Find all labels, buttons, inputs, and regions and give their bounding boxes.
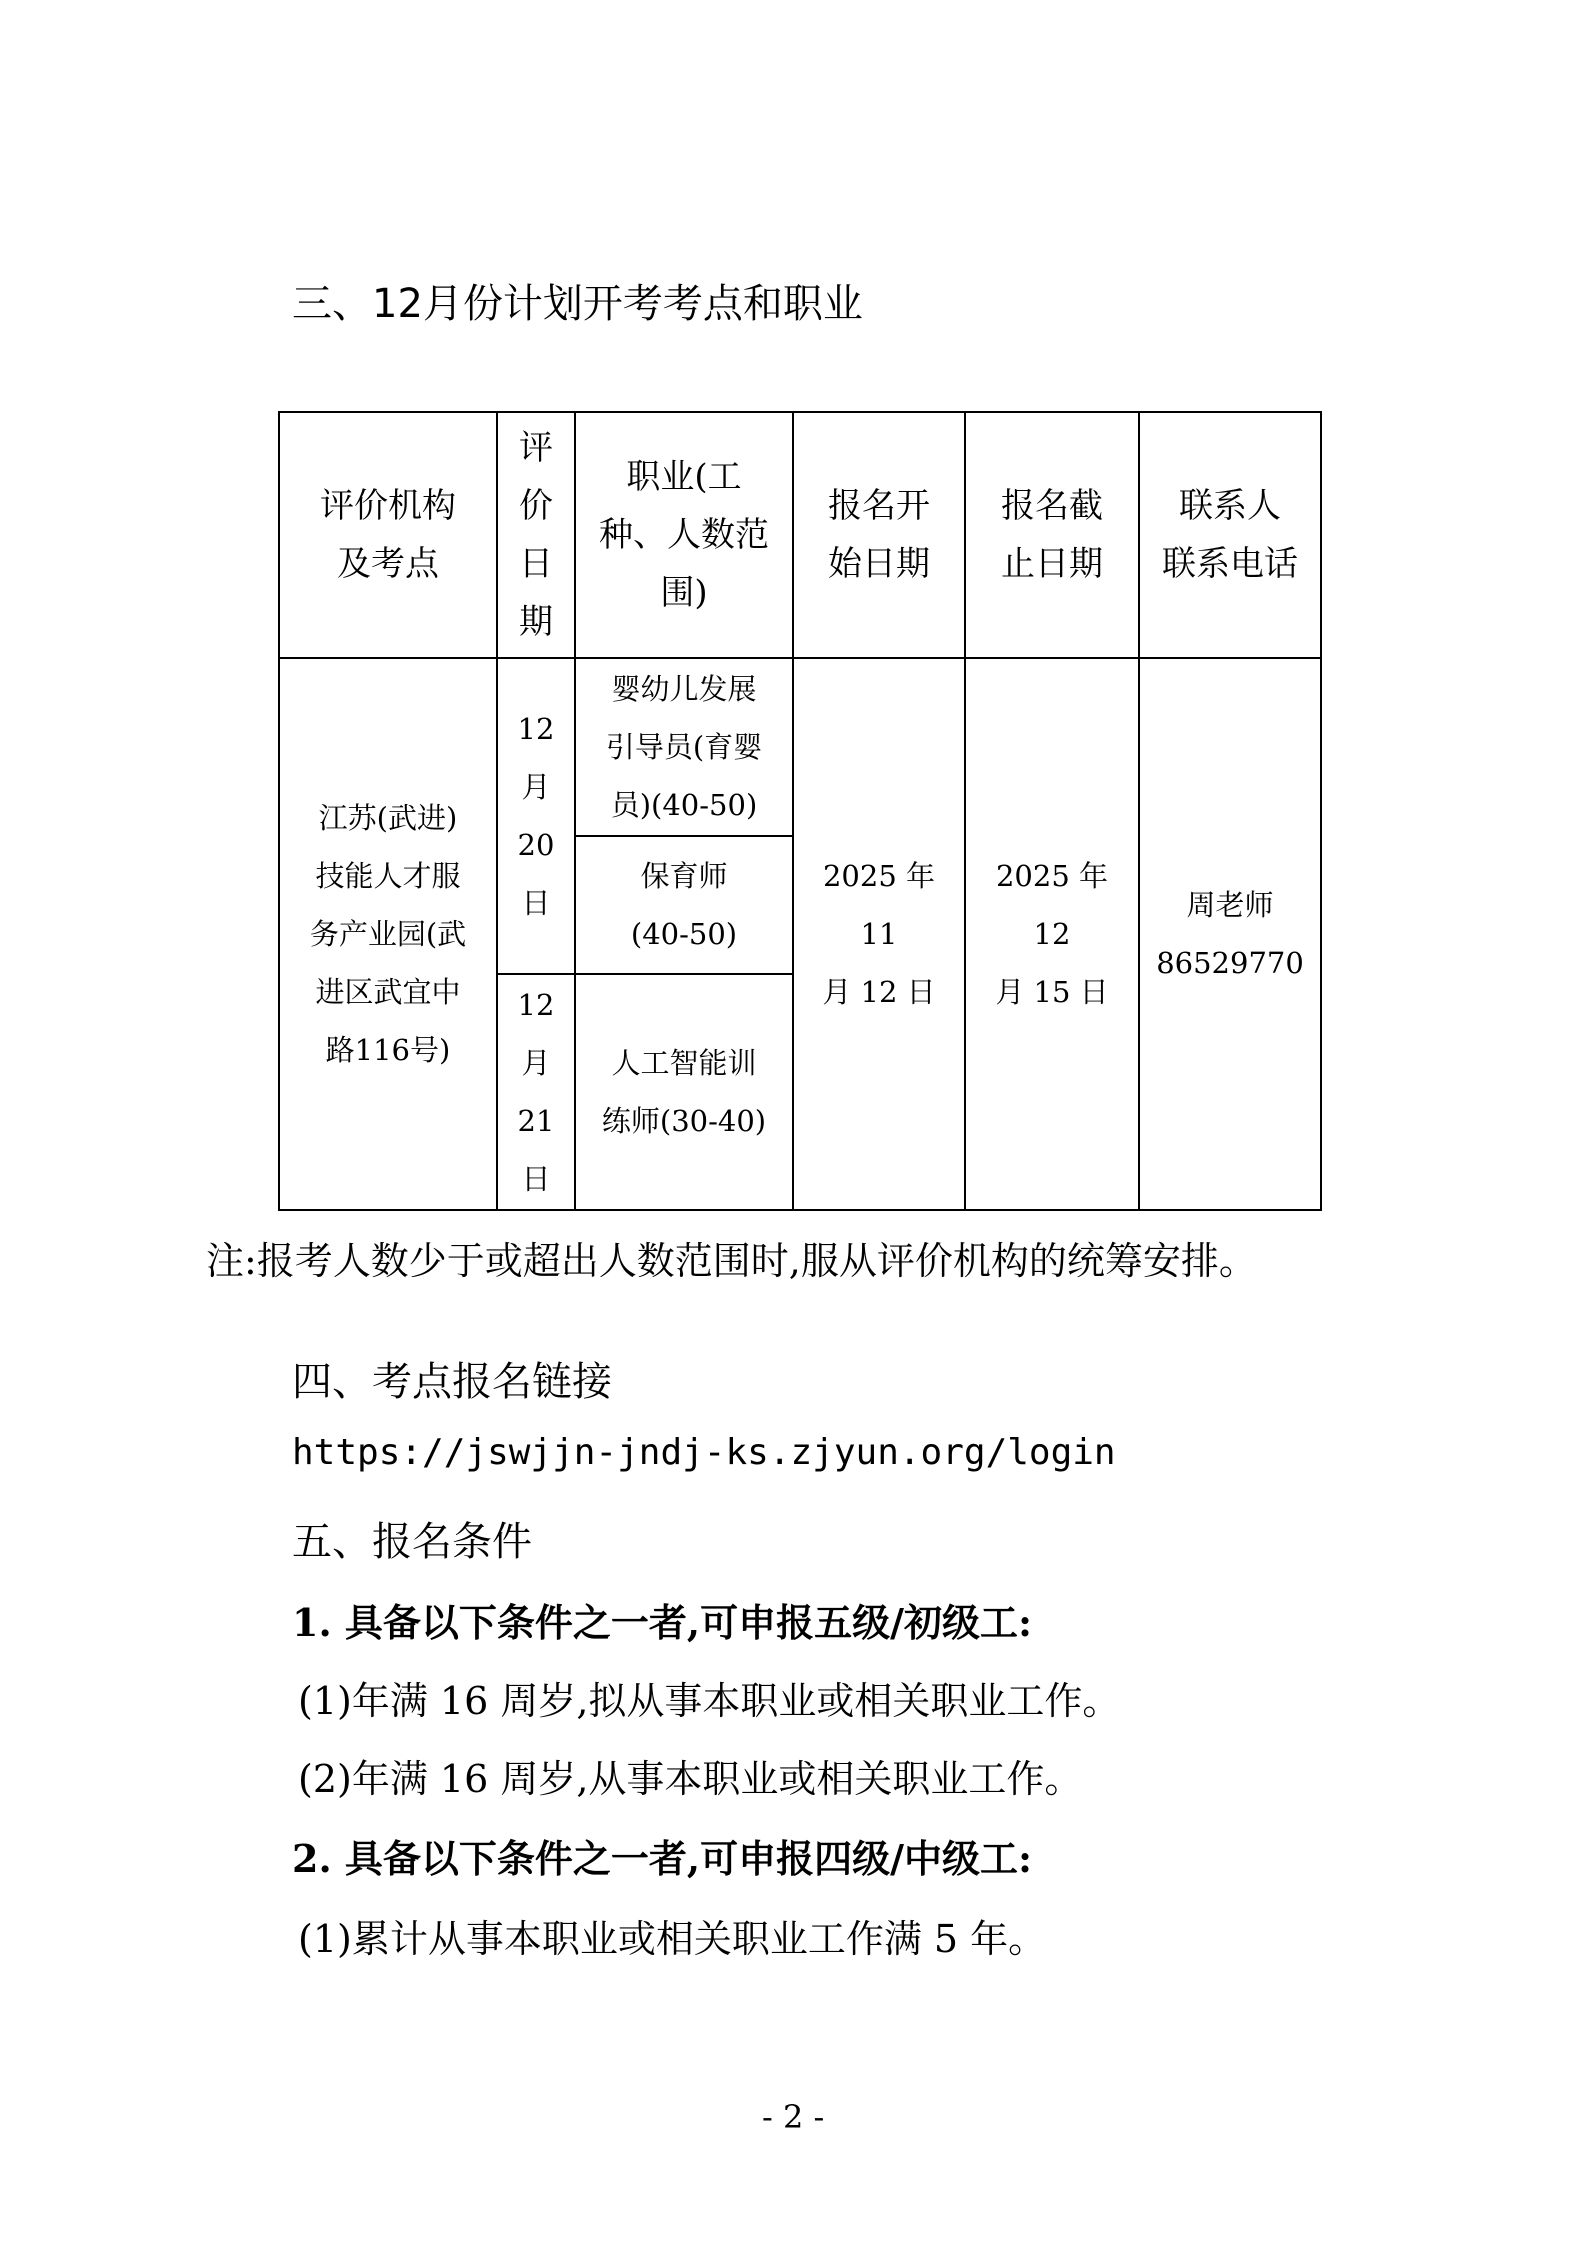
cell-occupation-1: 婴幼儿发展 引导员(育婴 员)(40-50): [575, 658, 793, 836]
cell-date-2: 12 月 21 日: [497, 974, 575, 1210]
condition2-item-1: (1)累计从事本职业或相关职业工作满 5 年。: [298, 1917, 1047, 1961]
cell-occupation-3: 人工智能训 练师(30-40): [575, 974, 793, 1210]
condition1-item-1: (1)年满 16 周岁,拟从事本职业或相关职业工作。: [298, 1679, 1121, 1723]
registration-link[interactable]: https://jswjjn-jndj-ks.zjyun.org/login: [292, 1432, 1116, 1473]
cell-date-1: 12 月 20 日: [497, 658, 575, 974]
exam-schedule-table: [278, 411, 1322, 1211]
table-note: 注:报考人数少于或超出人数范围时,服从评价机构的统筹安排。: [206, 1239, 1257, 1283]
cell-reg-end: 2025 年 12 月 15 日: [965, 658, 1139, 1210]
condition2-title: 2. 具备以下条件之一者,可申报四级/中级工:: [292, 1836, 1033, 1881]
cell-occupation-2: 保育师 (40-50): [575, 836, 793, 974]
cell-institution: 江苏(武进) 技能人才服 务产业园(武 进区武宜中 路116号): [279, 658, 497, 1210]
page-number: - 2 -: [762, 2098, 825, 2136]
section5-heading: 五、报名条件: [292, 1519, 532, 1565]
table-row: [279, 658, 1321, 836]
cell-reg-start: 2025 年 11 月 12 日: [793, 658, 965, 1210]
header-contact: 联系人 联系电话: [1139, 412, 1321, 658]
cell-contact: 周老师 86529770: [1139, 658, 1321, 1210]
condition1-title: 1. 具备以下条件之一者,可申报五级/初级工:: [292, 1600, 1033, 1645]
condition1-item-2: (2)年满 16 周岁,从事本职业或相关职业工作。: [298, 1757, 1083, 1801]
header-date: 评 价 日 期: [497, 412, 575, 658]
table-header-row: [279, 412, 1321, 658]
section3-heading: 三、12月份计划开考考点和职业: [292, 281, 863, 327]
header-reg-end: 报名截 止日期: [965, 412, 1139, 658]
header-reg-start: 报名开 始日期: [793, 412, 965, 658]
header-occupation: 职业(工 种、人数范 围): [575, 412, 793, 658]
header-institution: 评价机构 及考点: [279, 412, 497, 658]
section4-heading: 四、考点报名链接: [292, 1359, 612, 1405]
